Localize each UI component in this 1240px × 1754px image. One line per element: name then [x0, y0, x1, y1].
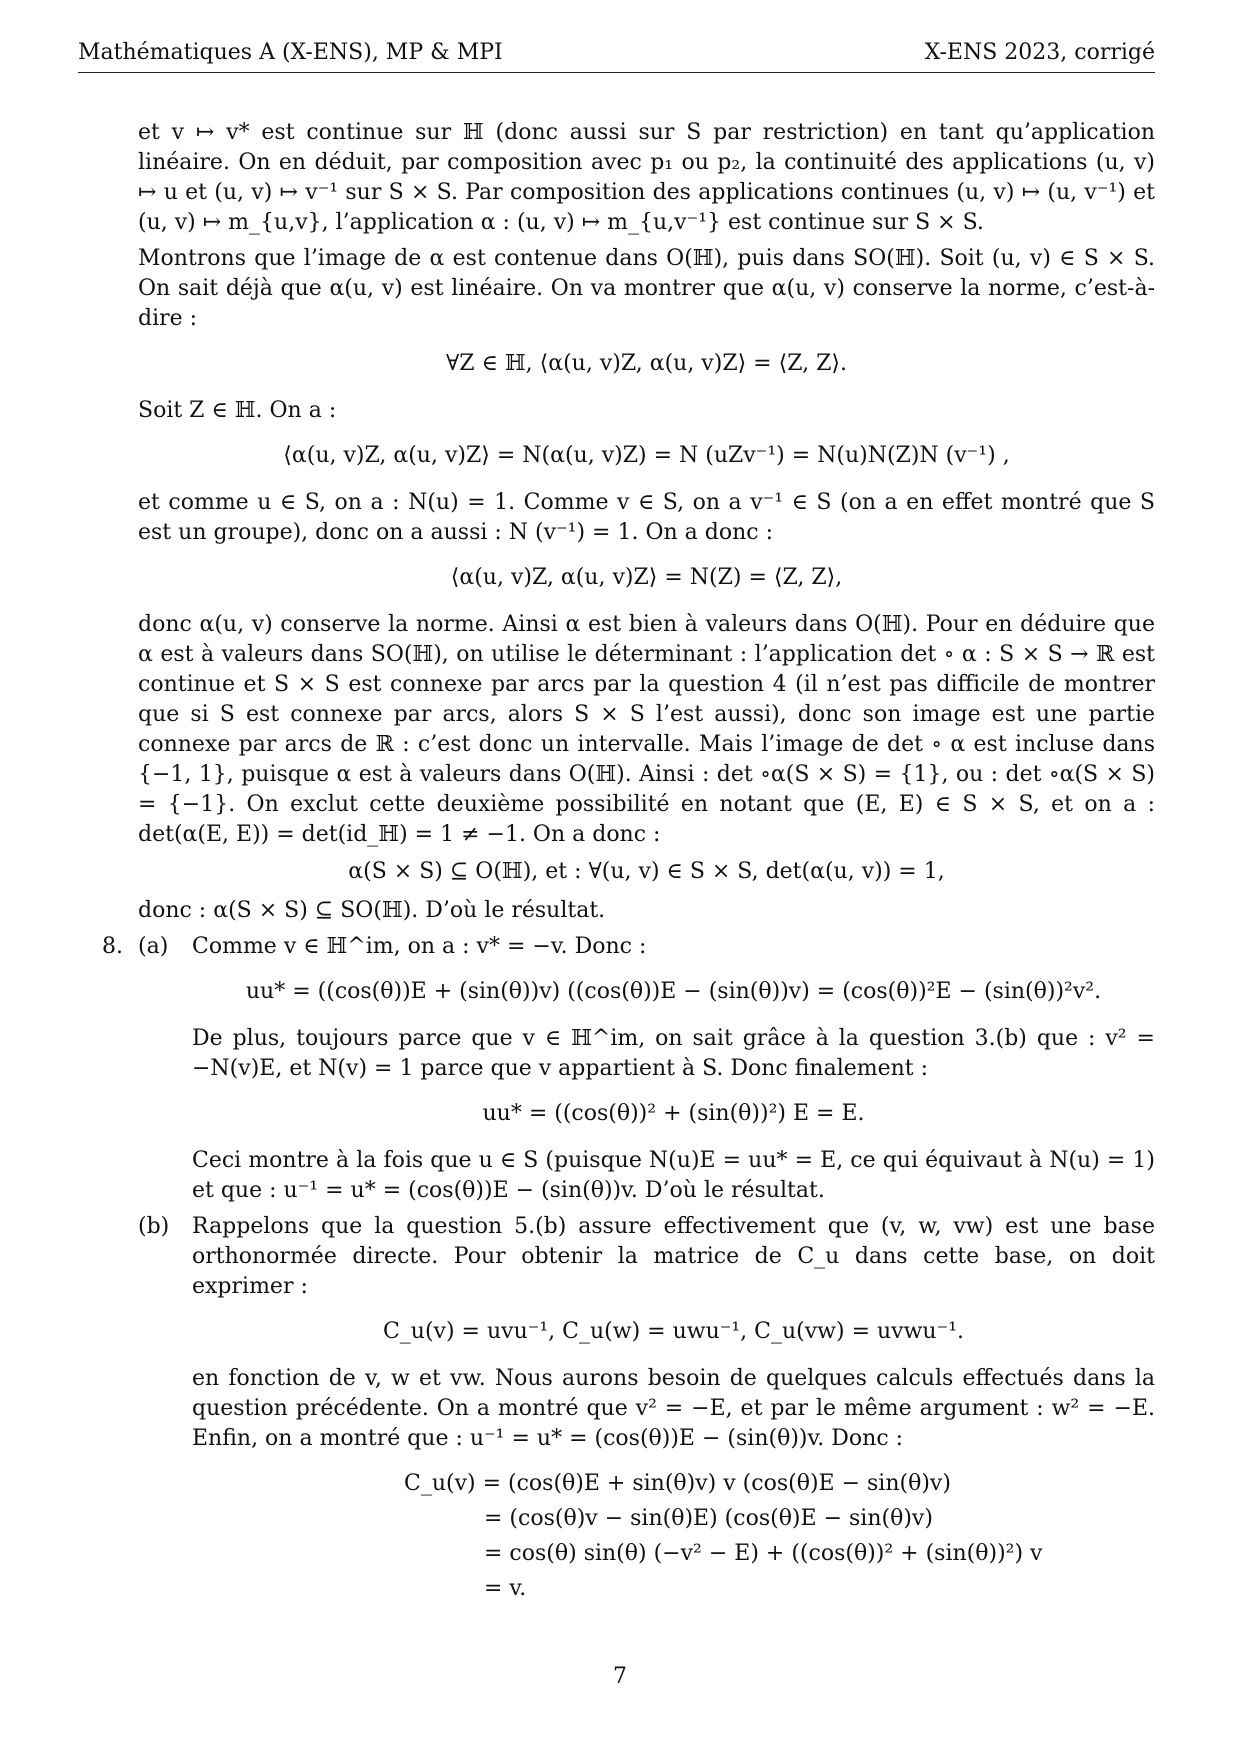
display-equation: ⟨α(u, v)Z, α(u, v)Z⟩ = N(α(u, v)Z) = N (uZv⁻¹) = N(u)N(Z)N (v⁻¹) , [283, 443, 1010, 468]
paragraph: Soit Z ∈ ℍ. On a : [138, 398, 337, 423]
header-right: X-ENS 2023, corrigé [924, 40, 1155, 65]
subquestion-label: (a) [138, 934, 169, 959]
display-equation: ⟨α(u, v)Z, α(u, v)Z⟩ = N(Z) = ⟨Z, Z⟩, [450, 565, 843, 590]
paragraph: et v ↦ v* est continue sur ℍ (donc aussi sur S par restriction) en tant qu’application linéaire. On en déduit, par composition avec p₁ ou p₂, la continuité des applications (u, v) ↦ u et (u, v) ↦ v⁻¹ sur S × S. Par composition des applications continues (u, v) ↦ (u, v⁻¹) et (u, v) ↦ m_{u,v}, l’application α : (u, v) ↦ m_{u,v⁻¹} est continue sur S × S. [138, 120, 1155, 235]
paragraph: De plus, toujours parce que v ∈ ℍ^im, on sait grâce à la question 3.(b) que : v² = −N(v)E, et N(v) = 1 parce que v appartient à S. Donc finalement : [192, 1026, 1155, 1081]
running-header [78, 40, 1155, 73]
paragraph: donc α(u, v) conserve la norme. Ainsi α est bien à valeurs dans O(ℍ). Pour en déduire que α est à valeurs dans SO(ℍ), on utilise le déterminant : l’application det ∘ α : S × S → ℝ est continue et S × S est connexe par arcs par la question 4 (il n’est pas difficile de montrer que si S est connexe par arcs, alors S × S l’est aussi), donc son image est une partie connexe par arcs de ℝ : c’est donc un intervalle. Mais l’image de det ∘ α est incluse dans {−1, 1}, puisque α est à valeurs dans O(ℍ). Ainsi : det ∘α(S × S) = {1}, ou : det ∘α(S × S) = {−1}. On exclut cette deuxième possibilité en notant que (E, E) ∈ S × S, et on a : det(α(E, E)) = det(id_ℍ) = 1 ≠ −1. On a donc : [138, 612, 1155, 847]
header-left: Mathématiques A (X-ENS), MP & MPI [78, 40, 503, 65]
display-equation: C_u(v) = uvu⁻¹, C_u(w) = uwu⁻¹, C_u(vw) = uvwu⁻¹. [382, 1319, 965, 1344]
display-equation: uu* = ((cos(θ))² + (sin(θ))²) E = E. [482, 1101, 865, 1126]
paragraph: Ceci montre à la fois que u ∈ S (puisque N(u)E = uu* = E, ce qui équivaut à N(u) = 1) et que : u⁻¹ = u* = (cos(θ))E − (sin(θ))v. D’où le résultat. [192, 1148, 1155, 1203]
page-body [102, 118, 1155, 1616]
question-8 [102, 932, 1155, 1606]
display-equation: ∀Z ∈ ℍ, ⟨α(u, v)Z, α(u, v)Z⟩ = ⟨Z, Z⟩. [446, 351, 847, 376]
subquestion-label: (b) [138, 1214, 170, 1239]
paragraph: Rappelons que la question 5.(b) assure effectivement que (v, w, vw) est une base orthonormée directe. Pour obtenir la matrice de C_u dans cette base, on doit exprimer : [192, 1214, 1155, 1299]
aligned-equations [404, 1466, 1155, 1606]
display-equation: α(S × S) ⊆ O(ℍ), et : ∀(u, v) ∈ S × S, det(α(u, v)) = 1, [348, 859, 945, 884]
equation-line: C_u(v) = (cos(θ)E + sin(θ)v) v (cos(θ)E − sin(θ)v) [404, 1471, 951, 1496]
equation-line: = v. [484, 1576, 527, 1601]
question-number: 8. [102, 934, 123, 959]
paragraph: et comme u ∈ S, on a : N(u) = 1. Comme v ∈ S, on a v⁻¹ ∈ S (on a en effet montré que S est un groupe), donc on a aussi : N (v⁻¹) = 1. On a donc : [138, 490, 1155, 545]
page-number: 7 [613, 1664, 627, 1689]
display-equation: uu* = ((cos(θ))E + (sin(θ))v) ((cos(θ))E − (sin(θ))v) = (cos(θ))²E − (sin(θ))²v². [245, 979, 1102, 1004]
equation-line: = cos(θ) sin(θ) (−v² − E) + ((cos(θ))² + (sin(θ))²) v [484, 1541, 1043, 1566]
subquestion-b [138, 1212, 1155, 1606]
subquestion-a [138, 932, 1155, 1206]
paragraph: donc : α(S × S) ⊆ SO(ℍ). D’où le résultat. [138, 898, 606, 923]
paragraph: Montrons que l’image de α est contenue dans O(ℍ), puis dans SO(ℍ). Soit (u, v) ∈ S × S. On sait déjà que α(u, v) est linéaire. On va montrer que α(u, v) conserve la norme, c’est-à-dire : [138, 246, 1155, 331]
equation-line: = (cos(θ)v − sin(θ)E) (cos(θ)E − sin(θ)v) [484, 1506, 933, 1531]
paragraph: en fonction de v, w et vw. Nous aurons besoin de quelques calculs effectués dans la question précédente. On a montré que v² = −E, et par le même argument : w² = −E. Enfin, on a montré que : u⁻¹ = u* = (cos(θ))E − (sin(θ))v. Donc : [192, 1366, 1155, 1451]
paragraph: Comme v ∈ ℍ^im, on a : v* = −v. Donc : [192, 934, 647, 959]
